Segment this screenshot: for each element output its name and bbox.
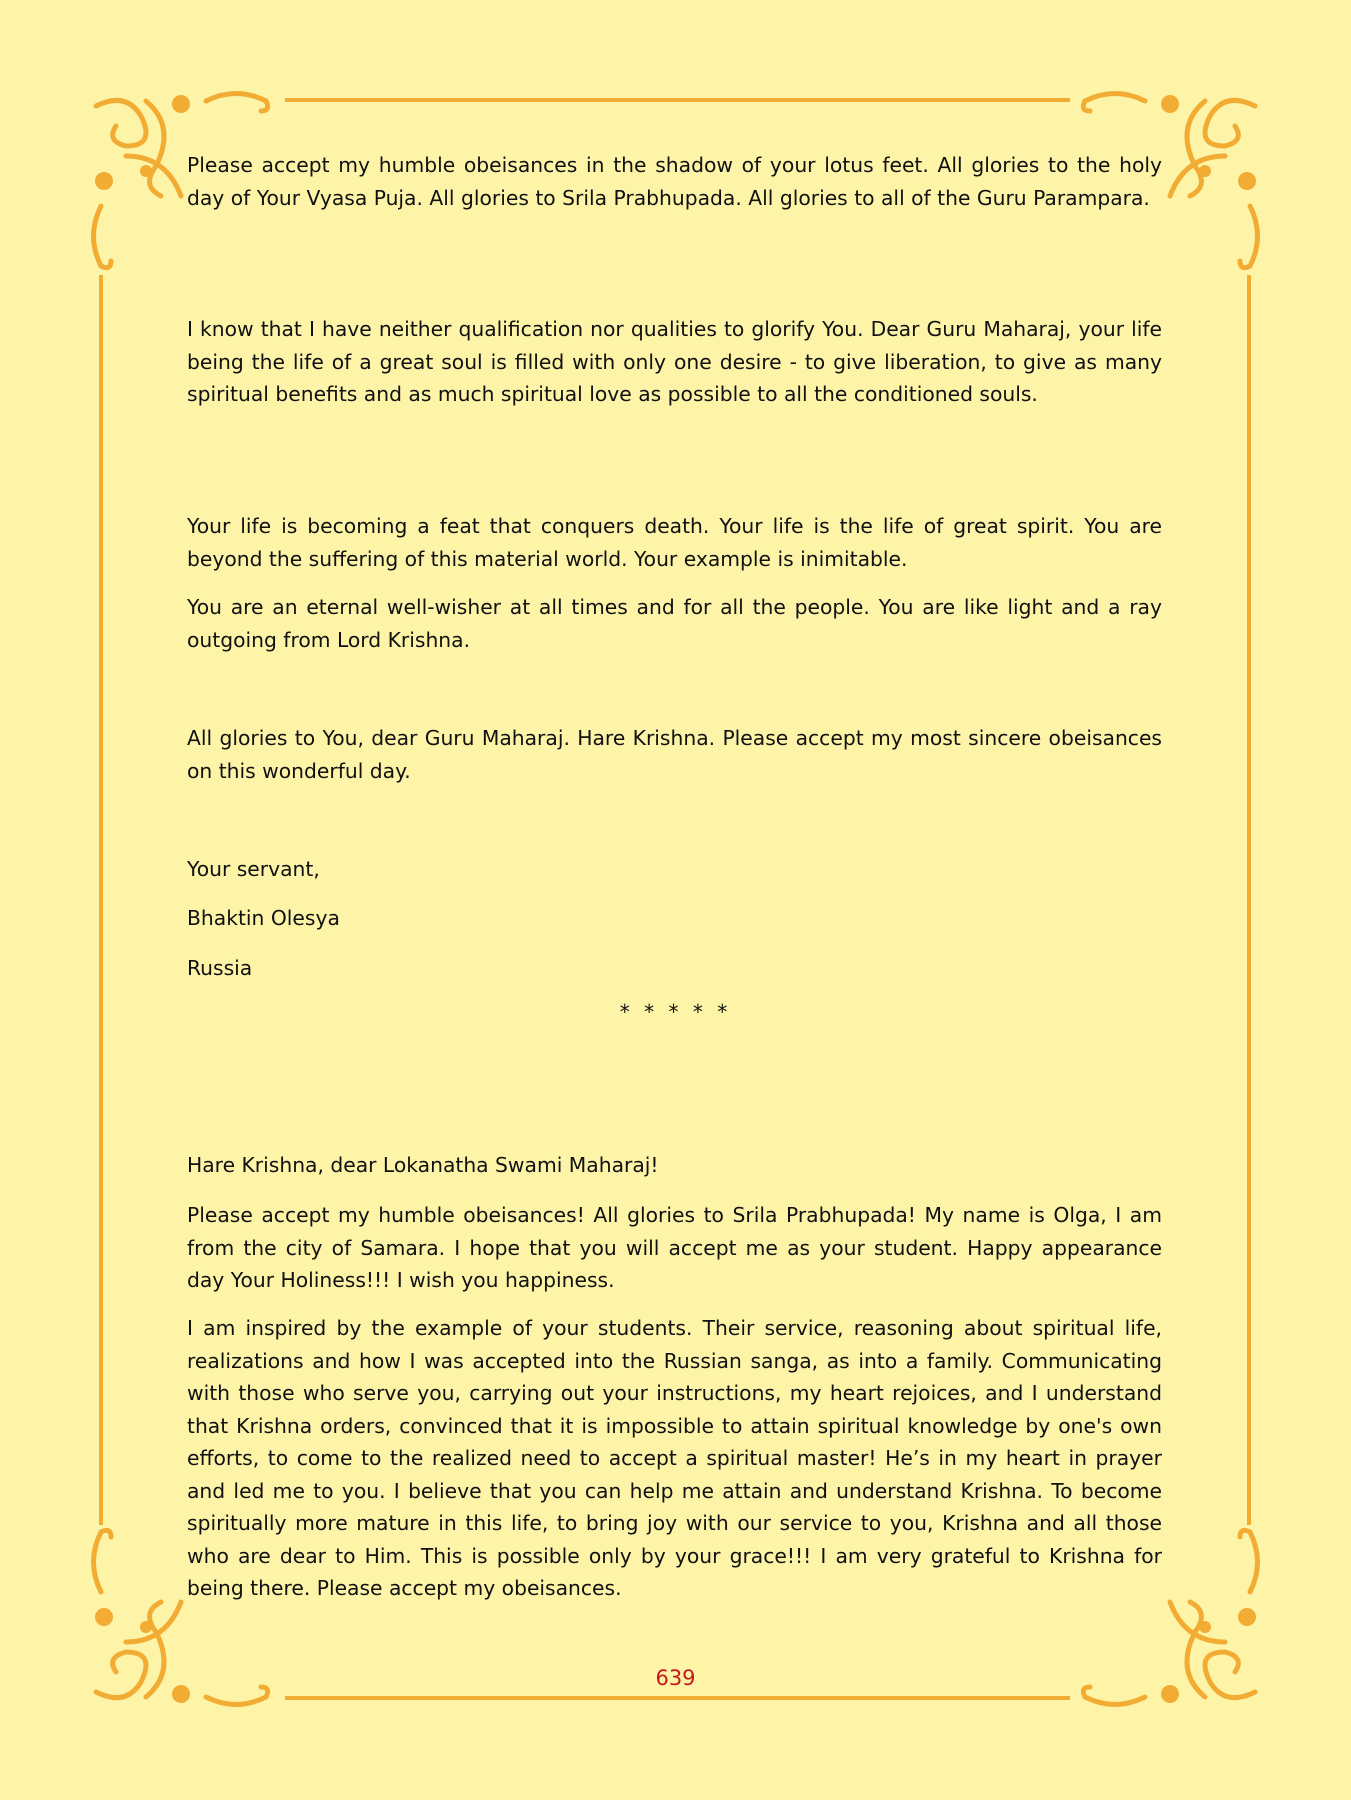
border-left xyxy=(99,275,103,1525)
border-right xyxy=(1247,275,1251,1525)
separator-stars: * * * * * xyxy=(619,1000,732,1024)
paragraph: I know that I have neither qualification nor qualities to glorify You. Dear Guru Maharaj, your life being the life of a great soul is filled with only one desire - to give liberation, to give as many spiritual benefits and as much spiritual love as possible to all the conditioned souls. xyxy=(187,317,1162,406)
signature-name: Bhaktin Olesya xyxy=(187,906,340,930)
paragraph: Your life is becoming a feat that conquers death. Your life is the life of great spirit. You are beyond the suffering of this material world. Your example is inimitable. xyxy=(187,514,1162,571)
signature-country: Russia xyxy=(187,956,253,980)
paragraph: I am inspired by the example of your students. Their service, reasoning about spiritual life, realizations and how I was accepted into the Russian sanga, as into a family. Communicating with those who serve you, carrying out your instructions, my heart rejoices, and I understand that Krishna orders, convinced that it is impossible to attain spiritual knowledge by one's own efforts, to come to the realized need to accept a spiritual master! He’s in my heart in prayer and led me to you. I believe that you can help me attain and understand Krishna. To become spiritually more mature in this life, to bring joy with our service to you, Krishna and all those who are dear to Him. This is possible only by your grace!!! I am very grateful to Krishna for being there. Please accept my obeisances. xyxy=(187,1316,1162,1600)
paragraph: Please accept my humble obeisances! All glories to Srila Prabhupada! My name is Olga, I am from the city of Samara. I hope that you will accept me as your student. Happy appearance day Your Holiness!!! I wish you happiness. xyxy=(187,1203,1162,1292)
paragraph: All glories to You, dear Guru Maharaj. Hare Krishna. Please accept my most sincere obeisances on this wonderful day. xyxy=(187,726,1162,783)
greeting: Hare Krishna, dear Lokanatha Swami Maharaj! xyxy=(187,1153,659,1177)
border-top xyxy=(285,98,1070,102)
closing: Your servant, xyxy=(187,857,320,881)
border-bottom xyxy=(285,1696,1070,1700)
paragraph: You are an eternal well-wisher at all times and for all the people. You are like light and a ray outgoing from Lord Krishna. xyxy=(187,595,1162,652)
paragraph: Please accept my humble obeisances in the shadow of your lotus feet. All glories to the holy day of Your Vyasa Puja. All glories to Srila Prabhupada. All glories to all of the Guru Parampara. xyxy=(187,153,1162,210)
page-number: 639 xyxy=(655,1666,696,1690)
